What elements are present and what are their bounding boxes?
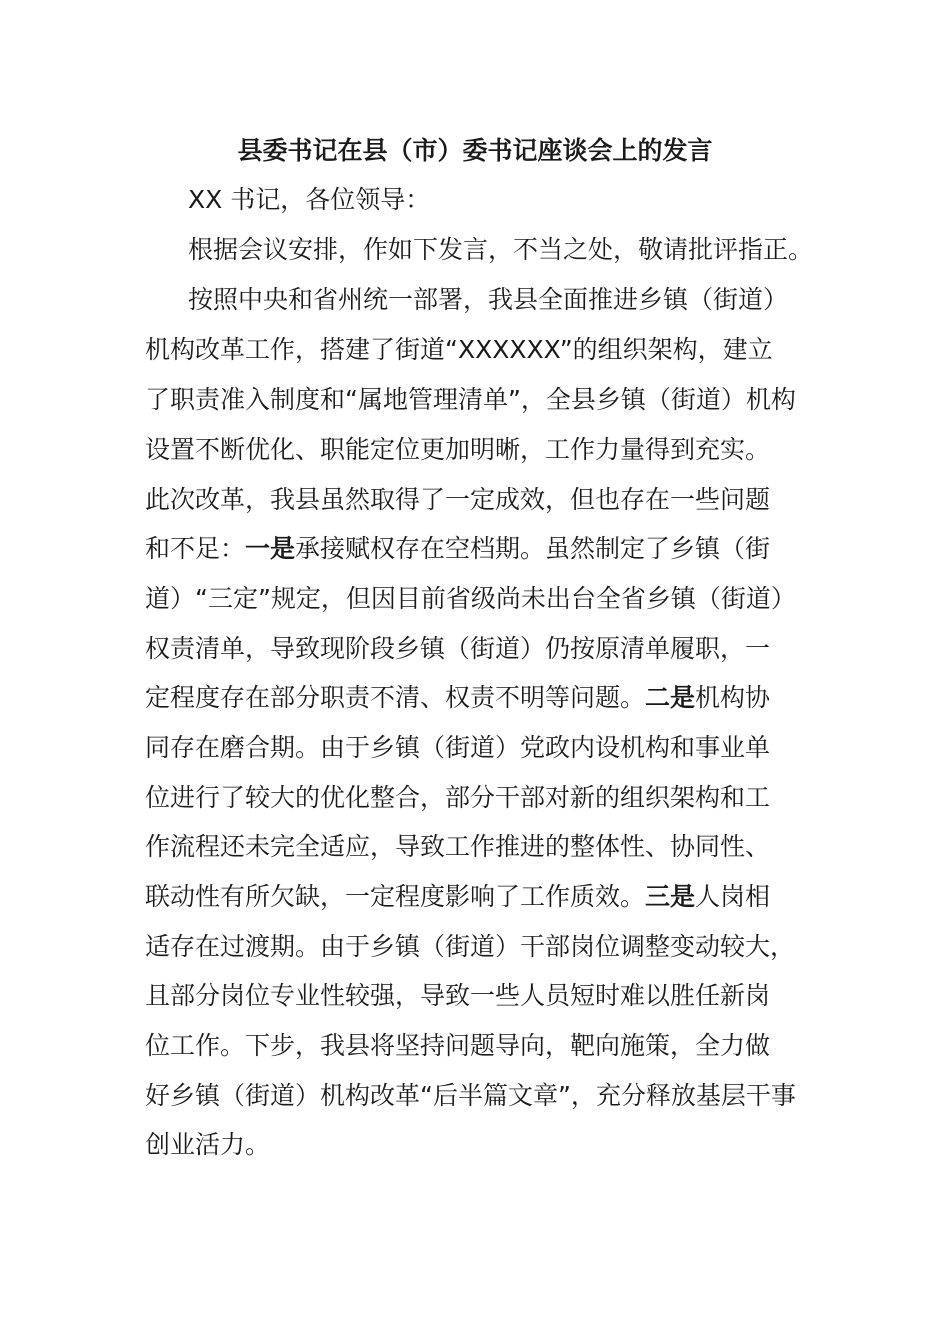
body-line: 位工作。下步，我县将坚持问题导向，靶向施策，全力做 — [145, 1031, 771, 1060]
body-line: 按照中央和省州统一部署，我县全面推进乡镇（街道） — [188, 285, 789, 314]
body-line — [145, 678, 835, 718]
body-line: 机构改革工作，搭建了街道“XXXXXX”的组织架构，建立 — [145, 335, 773, 364]
point-three-label: 三是 — [645, 882, 696, 911]
document-title: 县委书记在县（市）委书记座谈会上的发言 — [237, 136, 713, 165]
body-text: 联动性有所欠缺，一定程度影响了工作质效。 — [145, 882, 646, 911]
paragraph-intro: 根据会议安排，作如下发言，不当之处，敬请批评指正。 — [188, 235, 814, 264]
point-two-label: 二是 — [645, 683, 696, 712]
body-line: 了职责准入制度和“属地管理清单”，全县乡镇（街道）机构 — [145, 385, 796, 414]
body-text: 和不足： — [145, 534, 246, 563]
salutation: XX 书记，各位领导： — [188, 185, 431, 214]
body-line: 好乡镇（街道）机构改革“后半篇文章”，充分释放基层干事 — [145, 1081, 796, 1110]
body-line: 此次改革，我县虽然取得了一定成效，但也存在一些问题 — [145, 485, 771, 514]
body-text: 机构协 — [695, 683, 771, 712]
body-text: 定程度存在部分职责不清、权责不明等问题。 — [145, 683, 646, 712]
body-line: 且部分岗位专业性较强，导致一些人员短时难以胜任新岗 — [145, 981, 771, 1010]
body-line — [145, 877, 835, 917]
body-line: 设置不断优化、职能定位更加明晰，工作力量得到充实。 — [145, 435, 771, 464]
body-line: 道）“三定”规定，但因目前省级尚未出台全省乡镇（街道） — [145, 584, 796, 613]
body-line: 权责清单，导致现阶段乡镇（街道）仍按原清单履职，一 — [145, 634, 771, 663]
body-line: 位进行了较大的优化整合，部分干部对新的组织架构和工 — [145, 783, 771, 812]
body-line: 适存在过渡期。由于乡镇（街道）干部岗位调整变动较大， — [145, 932, 796, 961]
body-text: 承接赋权存在空档期。虽然制定了乡镇（街 — [295, 534, 771, 563]
body-line: 作流程还未完全适应，导致工作推进的整体性、协同性、 — [145, 832, 771, 861]
body-text: 人岗相 — [695, 882, 771, 911]
body-line — [145, 529, 835, 569]
point-one-label: 一是 — [245, 534, 296, 563]
body-line: 同存在磨合期。由于乡镇（街道）党政内设机构和事业单 — [145, 733, 771, 762]
body-line: 创业活力。 — [145, 1130, 271, 1159]
